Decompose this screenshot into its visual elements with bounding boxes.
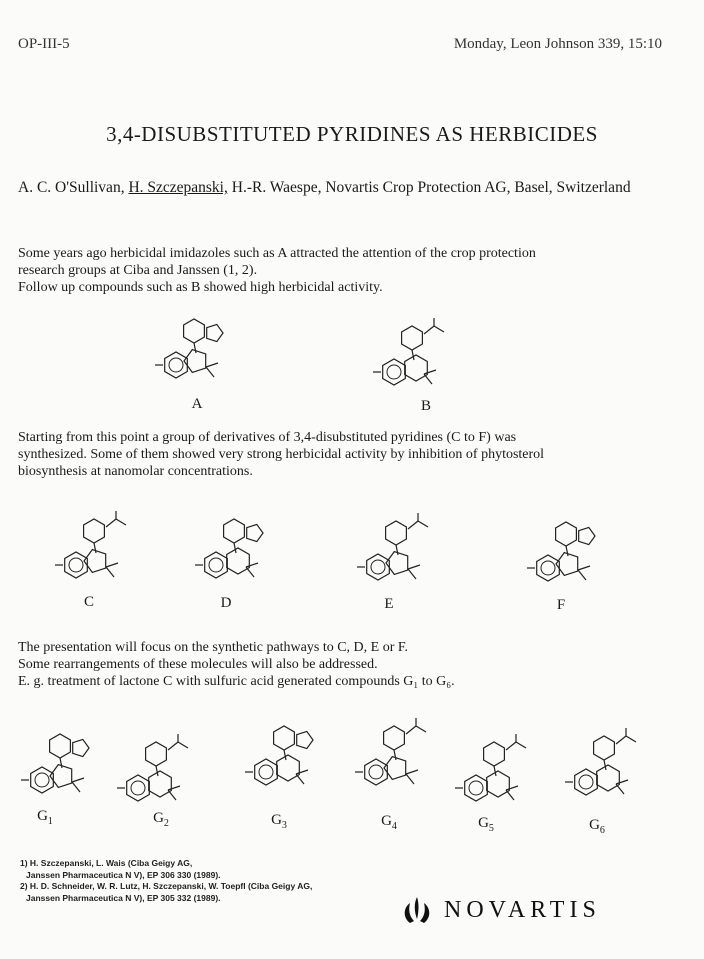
text-line: Some years ago herbicidal imidazoles such as A attracted the attention of the crop protection xyxy=(18,246,536,261)
structure-c xyxy=(50,505,140,595)
compound-label-g5: $G_5$ xyxy=(478,815,494,834)
text-line: E. g. treatment of lactone C with sulfuric acid generated compounds G₁ to G₆. xyxy=(18,674,455,689)
structure-g1 xyxy=(16,720,106,810)
text-line: biosynthesis at nanomolar concentrations. xyxy=(18,464,253,479)
session-info: Monday, Leon Johnson 339, 15:10 xyxy=(453,36,662,52)
compound-label-g2: $G_2$ xyxy=(153,810,169,829)
structure-g4 xyxy=(350,712,440,802)
presenting-author: H. Szczepanski, xyxy=(128,179,228,196)
structure-g5 xyxy=(450,728,540,818)
structure-e xyxy=(352,507,442,597)
compound-label-d: D xyxy=(220,595,232,611)
text-line: Some rearrangements of these molecules will also be addressed. xyxy=(18,657,378,672)
structure-g3 xyxy=(240,712,330,802)
structure-f xyxy=(522,508,612,598)
structure-d xyxy=(190,505,280,595)
compound-label-c: C xyxy=(83,594,94,610)
compound-label-g1: $G_1$ xyxy=(37,808,53,827)
focus-paragraph xyxy=(18,639,688,690)
compound-label-e: E xyxy=(384,596,394,612)
text-line: Follow up compounds such as B showed high herbicidal activity. xyxy=(18,280,383,295)
reference-line: Janssen Pharmaceutica N V), EP 306 330 (1989). xyxy=(26,869,221,880)
compound-label-g3: $G_3$ xyxy=(271,812,287,831)
reference-line: 1) H. Szczepanski, L. Wais (Ciba Geigy AG, xyxy=(20,858,193,868)
structure-b xyxy=(368,312,458,402)
structure-a xyxy=(150,305,240,395)
novartis-flame-icon xyxy=(400,893,434,927)
compound-label-f: F xyxy=(556,597,566,613)
session-code: OP-III-5 xyxy=(18,36,70,52)
structure-g2 xyxy=(112,728,202,818)
compound-label-b: B xyxy=(420,398,431,414)
text-line: The presentation will focus on the synthetic pathways to C, D, E or F. xyxy=(18,640,409,655)
compound-label-g6: $G_6$ xyxy=(589,817,605,836)
text-line: research groups at Ciba and Janssen (1, 2). xyxy=(18,263,258,278)
structure-g6 xyxy=(560,722,650,812)
text-line: synthesized. Some of them showed very strong herbicidal activity by inhibition of phytosterol xyxy=(18,447,545,462)
page-title: 3,4-DISUBSTITUTED PYRIDINES AS HERBICIDES xyxy=(106,122,598,146)
reference-line: Janssen Pharmaceutica N V), EP 305 332 (1989). xyxy=(26,892,221,903)
compound-label-g4: $G_4$ xyxy=(381,813,397,832)
authors xyxy=(18,178,678,198)
novartis-logo xyxy=(400,893,601,927)
text-line: Starting from this point a group of derivatives of 3,4-disubstituted pyridines (C to F) was xyxy=(18,430,517,445)
references xyxy=(20,858,312,904)
author-text: A. C. O'Sullivan, xyxy=(18,179,129,196)
novartis-wordmark: NOVARTIS xyxy=(444,896,601,923)
intro-paragraph xyxy=(18,245,688,296)
compound-label-a: A xyxy=(191,396,203,412)
author-text: H.-R. Waespe, Novartis Crop Protection AG, Basel, Switzerland xyxy=(227,179,631,196)
reference-line: 2) H. D. Schneider, W. R. Lutz, H. Szczepanski, W. Toepfl (Ciba Geigy AG, xyxy=(20,881,313,891)
derivatives-paragraph xyxy=(18,429,688,480)
